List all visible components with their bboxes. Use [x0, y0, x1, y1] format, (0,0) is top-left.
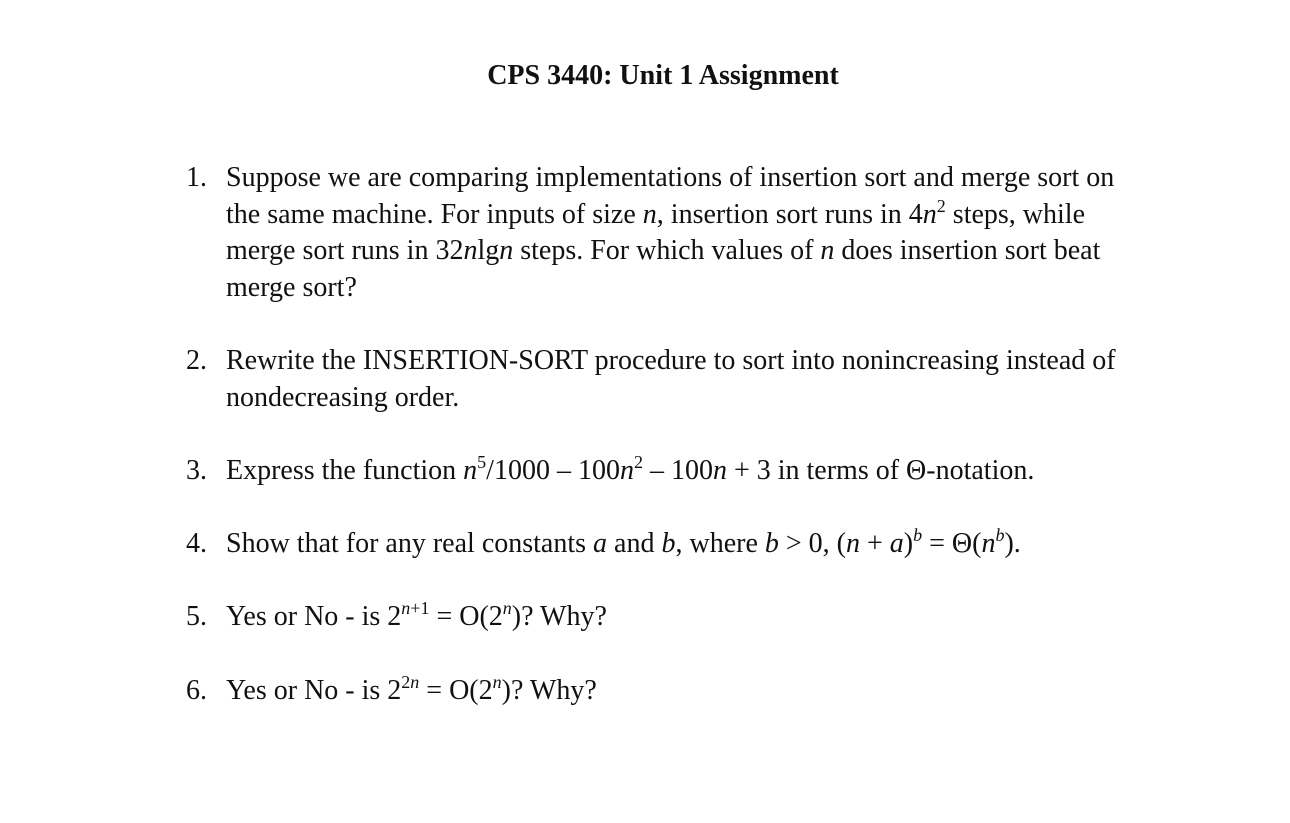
- math-var: a: [889, 528, 904, 559]
- text-run: ).: [1004, 528, 1021, 559]
- question-number: 5.: [186, 601, 207, 632]
- math-var: n: [619, 455, 634, 486]
- text-run: +: [860, 528, 890, 559]
- question-text: [226, 599, 1146, 636]
- text-run: = Θ(: [922, 528, 982, 559]
- question-number: 3.: [186, 455, 207, 486]
- text-run: )? Why?: [511, 601, 607, 632]
- question-number: 2.: [186, 345, 207, 376]
- text-run: , where: [675, 528, 765, 559]
- text-run: /1000 – 100: [486, 455, 620, 486]
- math-var: n: [642, 198, 657, 230]
- math-exponent: n: [492, 672, 502, 692]
- math-var: b: [661, 528, 676, 559]
- question-6: [186, 673, 1146, 710]
- math-exponent: 5: [477, 452, 487, 472]
- question-1: [186, 160, 1146, 306]
- text-run: Suppose we are comparing implementations of insertion sort and merge sort on the same machine. For inputs of size: [226, 162, 1115, 230]
- question-4: [186, 526, 1146, 563]
- math-var: n: [712, 455, 727, 486]
- math-var: a: [593, 528, 608, 559]
- math-var: b: [764, 528, 779, 559]
- math-exponent: b: [995, 525, 1005, 545]
- math-var: n: [922, 198, 937, 230]
- math-var: n: [499, 235, 514, 266]
- text-run: = O(2: [429, 601, 503, 632]
- text-run: Yes or No - is 2: [226, 675, 402, 706]
- text-run: lg: [477, 235, 500, 266]
- question-text: [226, 673, 1146, 710]
- math-exponent: b: [913, 525, 923, 545]
- question-number: 6.: [186, 675, 207, 706]
- text-run: steps, while merge sort runs in 32: [226, 198, 1086, 266]
- question-text: [226, 160, 1146, 306]
- math-var: n: [846, 528, 860, 559]
- text-run: = O(2: [419, 675, 493, 706]
- text-run: + 3 in terms of Θ-notation.: [726, 455, 1035, 486]
- question-2: [186, 343, 1146, 416]
- text-run: does insertion sort beat merge sort?: [226, 235, 1101, 303]
- math-exponent: 2: [936, 195, 946, 216]
- question-number: 1.: [186, 162, 207, 193]
- question-5: [186, 599, 1146, 636]
- math-exponent: n: [401, 598, 411, 618]
- text-run: steps. For which values of: [513, 235, 821, 266]
- math-var: n: [463, 455, 478, 486]
- math-exponent: 2: [401, 672, 411, 692]
- text-run: > 0, (: [778, 528, 846, 559]
- text-run: Show that for any real constants: [226, 528, 594, 559]
- text-run: )? Why?: [501, 675, 597, 706]
- math-exponent: +1: [410, 598, 430, 618]
- text-run: Express the function: [226, 455, 464, 486]
- question-text: [226, 453, 1146, 490]
- text-run: – 100: [642, 455, 713, 486]
- math-var: n: [981, 528, 996, 559]
- math-exponent: n: [410, 672, 420, 692]
- math-var: n: [820, 235, 835, 266]
- text-run: Yes or No - is 2: [226, 601, 402, 632]
- question-text: [226, 526, 1146, 563]
- math-var: n: [463, 235, 478, 266]
- question-text: [226, 343, 1146, 416]
- text-run: and: [607, 528, 662, 559]
- question-3: [186, 453, 1146, 490]
- document-title: CPS 3440: Unit 1 Assignment: [487, 60, 839, 91]
- text-run: ): [903, 528, 914, 559]
- question-number: 4.: [186, 528, 207, 559]
- math-exponent: 2: [633, 452, 643, 472]
- text-run: Rewrite the INSERTION-SORT procedure to sort into nonincreasing instead of nondecreasing order.: [226, 345, 1116, 413]
- math-exponent: n: [502, 598, 512, 618]
- text-run: , insertion sort runs in 4: [656, 198, 923, 230]
